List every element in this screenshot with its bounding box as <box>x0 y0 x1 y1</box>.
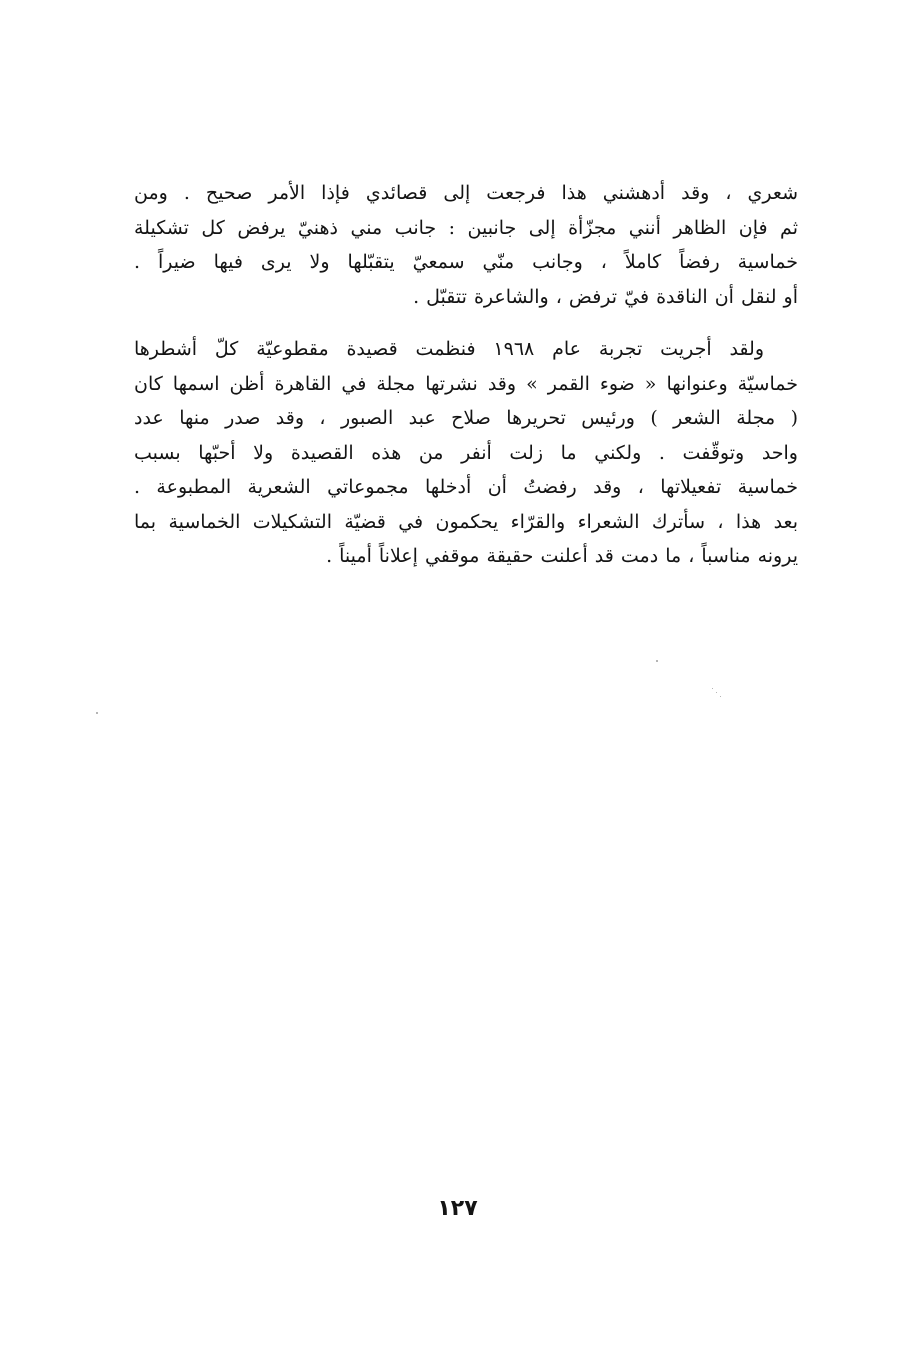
paragraph-1 <box>134 176 798 314</box>
scan-speck <box>716 692 717 693</box>
text-line: خماسية تفعيلاتها ، وقد رفضتُ أن أدخلها مجموعاتي الشعرية المطبوعة . <box>134 476 798 498</box>
text-line: ثم فإن الظاهر أنني مجزّأة إلى جانبين : جانب مني ذهنيّ يرفض كل تشكيلة <box>134 216 798 239</box>
scan-speck <box>656 660 658 662</box>
scan-speck <box>96 712 98 714</box>
text-line: واحد وتوقّفت . ولكني ما زلت أنفر من هذه القصيدة ولا أحبّها بسبب <box>134 441 798 464</box>
text-line: شعري ، وقد أدهشني هذا فرجعت إلى قصائدي فإذا الأمر صحيح . ومن <box>134 182 798 204</box>
text-line: ( مجلة الشعر ) ورئيس تحريرها صلاح عبد الصبور ، وقد صدر منها عدد <box>134 407 798 429</box>
page-number: ١٢٧ <box>437 1196 478 1221</box>
text-line: أو لنقل أن الناقدة فيّ ترفض ، والشاعرة تتقبّل . <box>413 285 798 308</box>
scan-speck <box>712 688 713 689</box>
text-line: ولقد أجريت تجربة عام ١٩٦٨ فنظمت قصيدة مقطوعيّة كلّ أشطرها <box>134 338 765 360</box>
text-line: خماسيّة وعنوانها « ضوء القمر » وقد نشرتها مجلة في القاهرة أظن اسمها كان <box>134 372 798 395</box>
paragraph-gap <box>134 314 798 332</box>
paragraph-2 <box>134 332 798 574</box>
text-line: خماسية رفضاً كاملاً ، وجانب منّي سمعيّ يتقبّلها ولا يرى فيها ضيراً . <box>134 251 798 273</box>
text-line: يرونه مناسباً ، ما دمت قد أعلنت حقيقة موقفي إعلاناً أميناً . <box>326 545 798 567</box>
body-text <box>134 176 798 574</box>
scan-speck <box>720 696 721 697</box>
text-line: بعد هذا ، سأترك الشعراء والقرّاء يحكمون في قضيّة التشكيلات الخماسية بما <box>134 510 798 533</box>
